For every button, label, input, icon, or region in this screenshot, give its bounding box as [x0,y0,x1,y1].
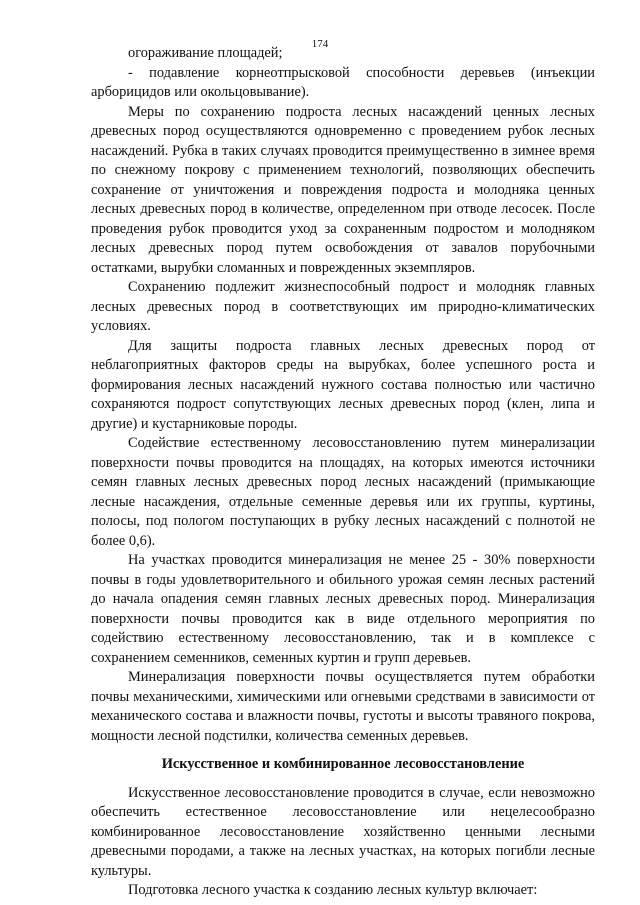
paragraph-undergrowth-preservation: Меры по сохранению подроста лесных насаждений ценных лесных древесных пород осуществляются одновременно с проведением рубок лесных насаждений. Рубка в таких случаях проводится преимущественно в зимнее время по снежному покрову с применением технологий, позволяющих обеспечить сохранение от уничтожения и повреждения подроста и молодняка ценных лесных древесных пород в количестве, определенном при отводе лесосек. После проведения рубок проводится уход за сохраненным подростом и молодняком лесных древесных пород путем освобождения от завалов порубочными остатками, вырубки сломанных и поврежденных экземпляров. [91,103,595,276]
paragraph-site-preparation: Подготовка лесного участка к созданию лесных культур включает: [128,882,538,898]
paragraph-fencing: огораживание площадей; [128,45,283,61]
paragraph-mineralization-percentage: На участках проводится минерализация не менее 25 - 30% поверхности почвы в годы удовлетворительного и обильного урожая семян лесных растений до начала опадения семян главных лесных древесных пород. Минерализация поверхности почвы проводится как в виде отдельного мероприятия по содействию естественному лесовосстановлению, так и в комплексе с сохранением семенников, семенных куртин и групп деревьев. [91,552,595,666]
paragraph-viable-undergrowth: Сохранению подлежит жизнеспособный подрост и молодняк главных лесных древесных пород в соответствующих им природно-климатических условиях. [91,279,595,334]
page-number: 174 [311,38,329,50]
paragraph-soil-mineralization-assistance: Содействие естественному лесовосстановлению путем минерализации поверхности почвы проводится на площадях, на которых имеются источники семян главных лесных древесных пород лесных насаждений (примыкающие лесные насаждения, отдельные семенные деревья или их группы, куртины, полосы, под пологом поступающих в рубку лесных насаждений с полнотой не более 0,6). [91,435,595,549]
section-heading: Искусственное и комбинированное лесовосстановление [161,756,525,772]
paragraph-mineralization-methods: Минерализация поверхности почвы осуществляется путем обработки почвы механическими, химическими или огневыми средствами в зависимости от механического состава и влажности почвы, густоты и высоты травяного покрова, мощности лесной подстилки, количества семенных деревьев. [91,669,595,744]
paragraph-root-sucker-suppression: - подавление корнеотпрысковой способности деревьев (инъекции арборицидов или окольцовывание). [91,64,595,100]
paragraph-protection-undergrowth: Для защиты подроста главных лесных древесных пород от неблагоприятных факторов среды на вырубках, более успешного роста и формирования лесных насаждений нужного состава полностью или частично сохраняются подрост сопутствующих лесных древесных пород (клен, липа и другие) и кустарниковые породы. [91,337,595,432]
paragraph-artificial-reforestation: Искусственное лесовосстановление проводится в случае, если невозможно обеспечить естественное лесовосстановление или нецелесообразно комбинированное лесовосстановление хозяйственно ценными лесными древесными породами, а также на лесных участках, на которых погибли лесные культуры. [91,784,595,879]
page-body [91,44,595,901]
